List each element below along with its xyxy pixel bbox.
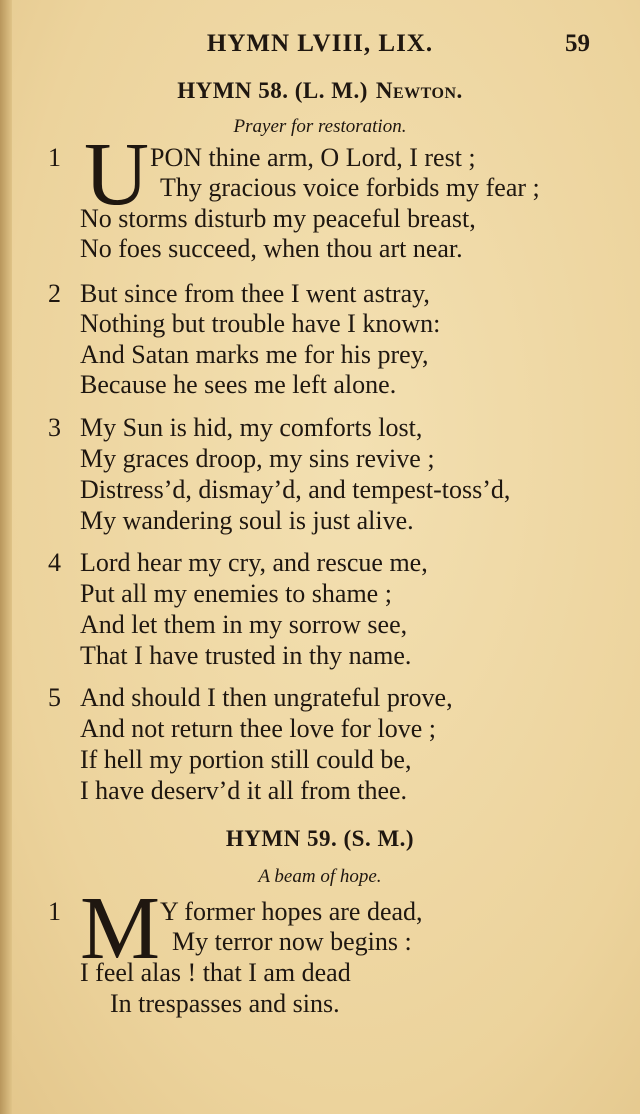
hymn-59-subtitle: A beam of hope. <box>258 866 382 887</box>
verse-line: In trespasses and sins. <box>110 989 340 1018</box>
hymn-58-heading: HYMN 58. (L. M.) <box>177 78 368 103</box>
running-head: HYMN LVIII, LIX. <box>206 30 434 57</box>
verse-number: 1 <box>48 143 61 172</box>
verse-line: Lord hear my cry, and rescue me, <box>80 548 428 577</box>
verse-line: Nothing but trouble have I known: <box>80 309 441 338</box>
verse-line: Distress’d, dismay’d, and tempest-toss’d, <box>80 475 511 504</box>
verse-line: And should I then ungrateful prove, <box>80 683 453 712</box>
verse-line: My graces droop, my sins revive ; <box>80 444 435 473</box>
verse-line: If hell my portion still could be, <box>80 745 412 774</box>
verse-line: I have deserv’d it all from thee. <box>80 776 408 805</box>
drop-cap: M <box>80 879 161 978</box>
verse-line: Y former hopes are dead, <box>160 897 423 926</box>
verse-line: Put all my enemies to shame ; <box>80 579 392 608</box>
verse-line: That I have trusted in thy name. <box>80 641 412 670</box>
verse-number: 4 <box>48 548 61 577</box>
verse-line: No storms disturb my peaceful breast, <box>80 204 476 233</box>
verse-line: I feel alas ! that I am dead <box>80 958 351 987</box>
verse-line: My terror now begins : <box>172 927 412 956</box>
hymn-58-subtitle: Prayer for restoration. <box>233 116 407 137</box>
verse-line: And Satan marks me for his prey, <box>80 340 429 369</box>
verse-line: And not return thee love for love ; <box>80 714 436 743</box>
verse-line: But since from thee I went astray, <box>80 279 430 308</box>
verse-number: 5 <box>48 683 61 712</box>
verse-line: My wandering soul is just alive. <box>80 506 414 535</box>
verse-number: 1 <box>48 897 61 926</box>
hymn-59-title: HYMN 59. (S. M.) <box>225 826 415 851</box>
verse-number: 2 <box>48 279 61 308</box>
drop-cap: U <box>84 125 149 224</box>
hymn-58-author: Newton. <box>375 78 463 103</box>
verse-line: And let them in my sorrow see, <box>80 610 408 639</box>
verse-line: PON thine arm, O Lord, I rest ; <box>150 143 476 172</box>
page-gutter <box>0 0 12 1114</box>
verse-line: Thy gracious voice forbids my fear ; <box>160 173 540 202</box>
verse-line: No foes succeed, when thou art near. <box>80 234 463 263</box>
verse-line: My Sun is hid, my comforts lost, <box>80 413 423 442</box>
verse-number: 3 <box>48 413 61 442</box>
hymn-58-title <box>0 78 640 104</box>
verse-line: Because he sees me left alone. <box>80 370 397 399</box>
page-number: 59 <box>565 30 590 57</box>
